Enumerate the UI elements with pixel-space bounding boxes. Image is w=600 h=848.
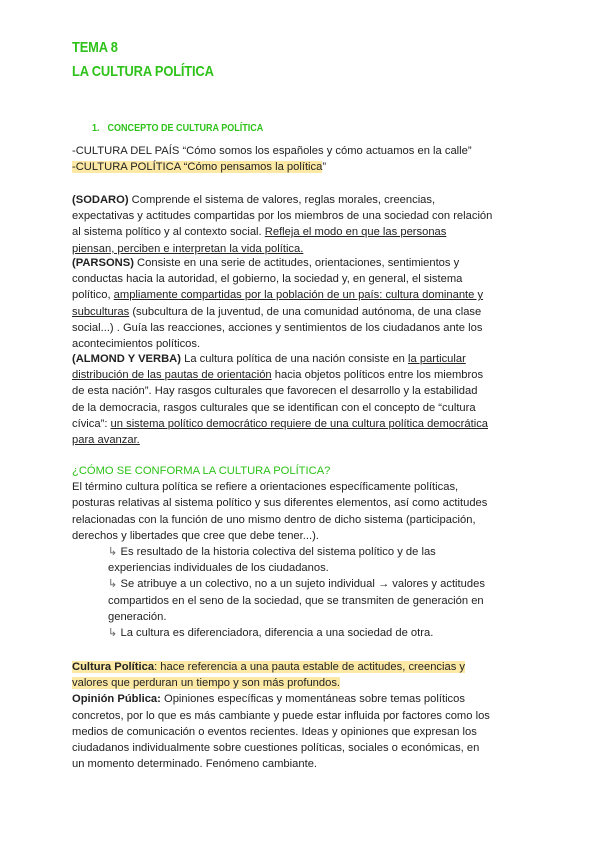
- sodaro-line-4: piensan, perciben e interpretan la vida política.: [72, 242, 304, 255]
- underlined-text: distribución de las pautas de orientación: [72, 369, 272, 382]
- sodaro-paragraph: [72, 192, 532, 257]
- cultura-politica-line-2: [72, 675, 532, 691]
- sodaro-line-2: expectativas y actitudes compartidas por los miembros de una sociedad con relación: [72, 210, 493, 223]
- almond-line-6: para avanzar.: [72, 433, 140, 446]
- question-heading: ¿CÓMO SE CONFORMA LA CULTURA POLÍTICA?: [72, 465, 331, 477]
- section-heading: [92, 122, 263, 134]
- text-run: al sistema político y al contexto social.: [72, 226, 265, 239]
- opinion-publica-line-1: [72, 691, 532, 707]
- text-run: Es resultado de la historia colectiva del sistema político y de las: [117, 545, 436, 558]
- question-section: [72, 463, 532, 641]
- intro-line-country: -CULTURA DEL PAÍS “Cómo somos los españoles y cómo actuamos en la calle”: [72, 145, 472, 157]
- section-title: CONCEPTO DE CULTURA POLÍTICA: [107, 122, 264, 134]
- highlight: valores que perduran un tiempo y son más profundos.: [72, 677, 341, 690]
- parsons-line-4: [72, 304, 532, 320]
- parsons-line-3: [72, 287, 532, 303]
- text-run: Opiniones específicas y momentáneas sobre temas políticos: [160, 693, 465, 706]
- opinion-publica-line-3: medios de comunicación o eventos recientes. Ideas y opiniones que expresan los: [72, 725, 477, 738]
- underlined-text: la particular: [408, 353, 466, 365]
- closing-quote: ”: [322, 161, 327, 174]
- text-run: La cultura es diferenciadora, diferencia a una sociedad de otra.: [117, 626, 434, 639]
- question-line-1: El término cultura política se refiere a orientaciones específicamente políticas,: [72, 481, 459, 494]
- parsons-line-1: [72, 255, 532, 271]
- text-run: Se atribuye a un colectivo, no a un sujeto individual → valores y actitudes: [117, 578, 485, 591]
- almond-paragraph: [72, 351, 532, 448]
- term-label: Opinión Pública:: [72, 693, 161, 706]
- parsons-line-2: conductas hacia la autoridad, el gobierno, la sociedad y, en general, el sistema: [72, 273, 463, 286]
- text-run: hacia objetos políticos entre los miembros: [271, 369, 484, 382]
- underlined-text: ampliamente compartidas por la población de un país: cultura dominante y: [113, 289, 484, 302]
- highlight: [72, 661, 465, 673]
- author-label: (ALMOND Y VERBA): [72, 353, 181, 365]
- almond-line-5: [72, 416, 532, 432]
- text-run: Consiste en una serie de actitudes, orientaciones, sentimientos y: [133, 257, 460, 269]
- author-label: (PARSONS): [72, 257, 134, 269]
- sodaro-line-1: [72, 192, 532, 208]
- underlined-text: subculturas: [72, 305, 130, 318]
- underlined-text: un sistema político democrático requiere de una cultura política democrática: [110, 417, 489, 430]
- question-line-2: posturas relativas al sistema político y sus diferentes elementos, así como actitudes: [72, 497, 488, 510]
- definitions-block: [72, 659, 532, 772]
- bullet-continuation: generación.: [108, 610, 167, 623]
- text-run: (subcultura de la juventud, de una comunidad autónoma, de una clase: [129, 305, 482, 318]
- text-run: cívica”:: [72, 417, 111, 430]
- bullet-continuation: compartidos en el seno de la sociedad, que se transmiten de generación en: [108, 594, 484, 607]
- sodaro-line-3: [72, 224, 532, 240]
- almond-line-2: [72, 367, 532, 383]
- underlined-text: Refleja el modo en que las personas: [264, 226, 447, 239]
- opinion-publica-line-5: un momento determinado. Fenómeno cambiante.: [72, 758, 318, 771]
- text-run: La cultura política de una nación consiste en: [180, 353, 408, 365]
- bullet-item: [72, 544, 532, 560]
- question-line-3: relacionadas con la función de uno mismo dentro de dicho sistema (participación,: [72, 513, 476, 526]
- opinion-publica-line-2: concretos, por lo que es más cambiante y puede estar influida por factores como los: [72, 709, 490, 722]
- almond-line-4: de la democracia, rasgos culturales que se identifican con el concepto de “cultura: [72, 401, 476, 414]
- arrow-icon: ↳: [108, 578, 118, 591]
- arrow-icon: ↳: [108, 626, 118, 639]
- parsons-paragraph: [72, 255, 532, 352]
- intro-line-political: [72, 159, 532, 175]
- author-label: (SODARO): [72, 194, 129, 206]
- parsons-line-6: acontecimientos políticos.: [72, 337, 201, 350]
- highlight: -CULTURA POLÍTICA “Cómo pensamos la política: [72, 161, 323, 174]
- text-run: Comprende el sistema de valores, reglas morales, creencias,: [128, 194, 436, 206]
- chapter-number: TEMA 8: [72, 39, 118, 56]
- bullet-item: [72, 625, 532, 641]
- text-run: político,: [72, 289, 114, 302]
- parsons-line-5: social...) . Guía las reacciones, acciones y sentimientos de los ciudadanos ante los: [72, 321, 483, 334]
- arrow-icon: ↳: [108, 545, 118, 558]
- bullet-item: [72, 576, 532, 592]
- bullet-continuation: experiencias individuales de los ciudadanos.: [108, 562, 329, 575]
- text-run: : hace referencia a una pauta estable de actitudes, creencias y: [154, 661, 466, 673]
- almond-line-1: [72, 351, 532, 367]
- almond-line-3: de esta nación”. Hay rasgos culturales que favorecen el desarrollo y la estabilidad: [72, 385, 478, 398]
- question-line-4: derechos y libertades que cree que debe tener...).: [72, 529, 319, 542]
- intro-block: [72, 143, 532, 175]
- opinion-publica-line-4: ciudadanos individualmente sobre cuestiones políticas, sociales o económicas, en: [72, 741, 480, 754]
- cultura-politica-line-1: [72, 659, 532, 675]
- chapter-title: LA CULTURA POLÍTICA: [72, 63, 214, 80]
- term-label: Cultura Política: [72, 661, 155, 673]
- section-number: 1.: [92, 122, 100, 134]
